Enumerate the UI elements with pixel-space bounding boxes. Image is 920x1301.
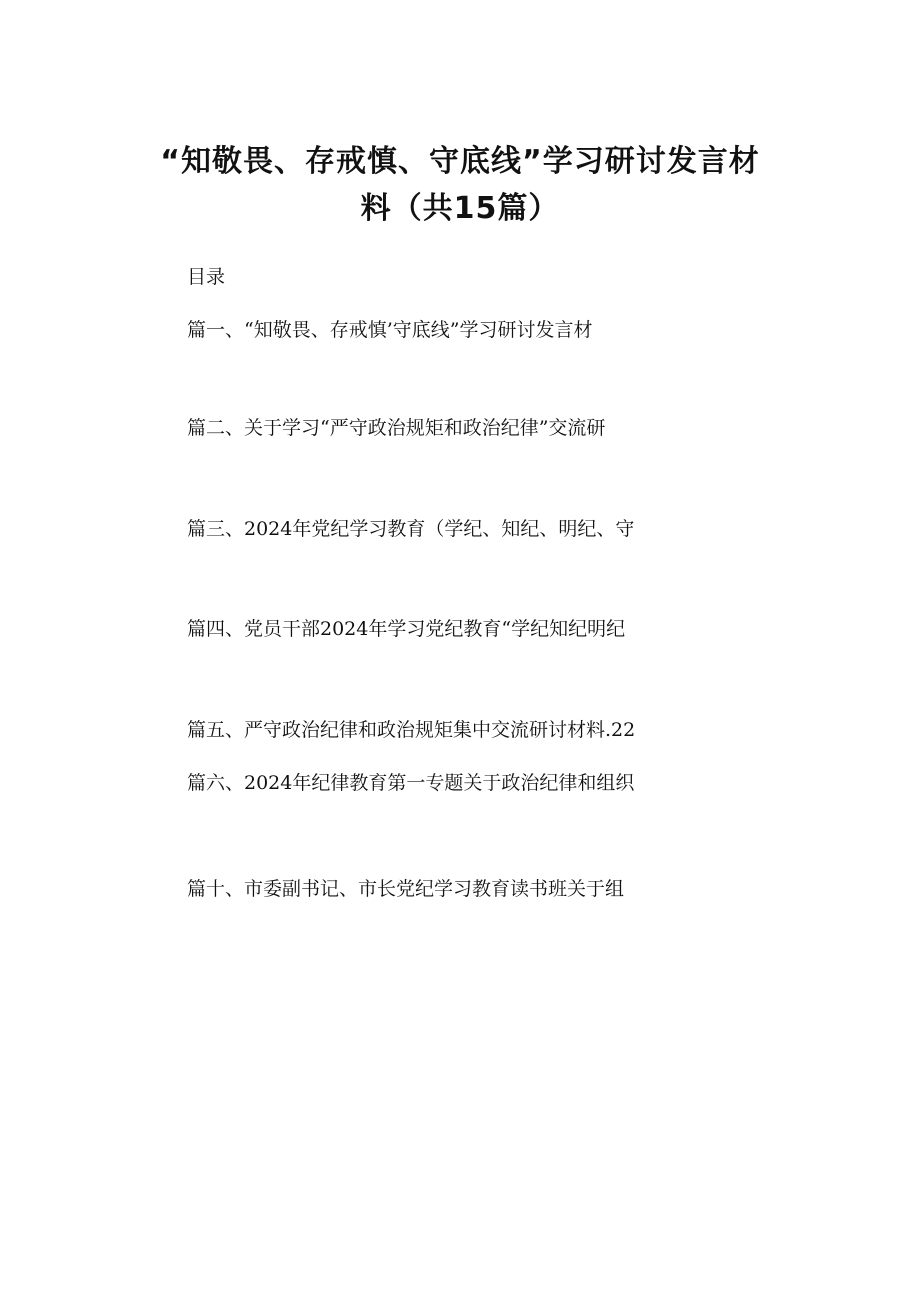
toc-item-1[interactable]: 篇一、“知敬畏、存戒慎’守底线”学习研讨发言材 <box>187 319 593 341</box>
document-title-line-2: 料（共15篇） <box>360 191 560 226</box>
toc-item-5[interactable]: 篇五、严守政治纪律和政治规矩集中交流研讨材料.22 <box>187 719 636 741</box>
toc-item-6[interactable]: 篇六、2024年纪律教育第一专题关于政治纪律和组织 <box>187 772 635 794</box>
toc-item-2[interactable]: 篇二、关于学习“严守政治规矩和政治纪律”交流研 <box>187 417 606 439</box>
toc-item-4[interactable]: 篇四、党员干部2024年学习党纪教育“学纪知纪明纪 <box>187 618 626 640</box>
toc-item-3[interactable]: 篇三、2024年党纪学习教育（学纪、知纪、明纪、守 <box>187 518 635 540</box>
toc-item-7[interactable]: 篇十、市委副书记、市长党纪学习教育读书班关于组 <box>187 878 625 900</box>
document-title-line-1: “知敬畏、存戒慎、守底线”学习研讨发言材 <box>160 144 760 179</box>
toc-heading: 目录 <box>187 266 226 288</box>
